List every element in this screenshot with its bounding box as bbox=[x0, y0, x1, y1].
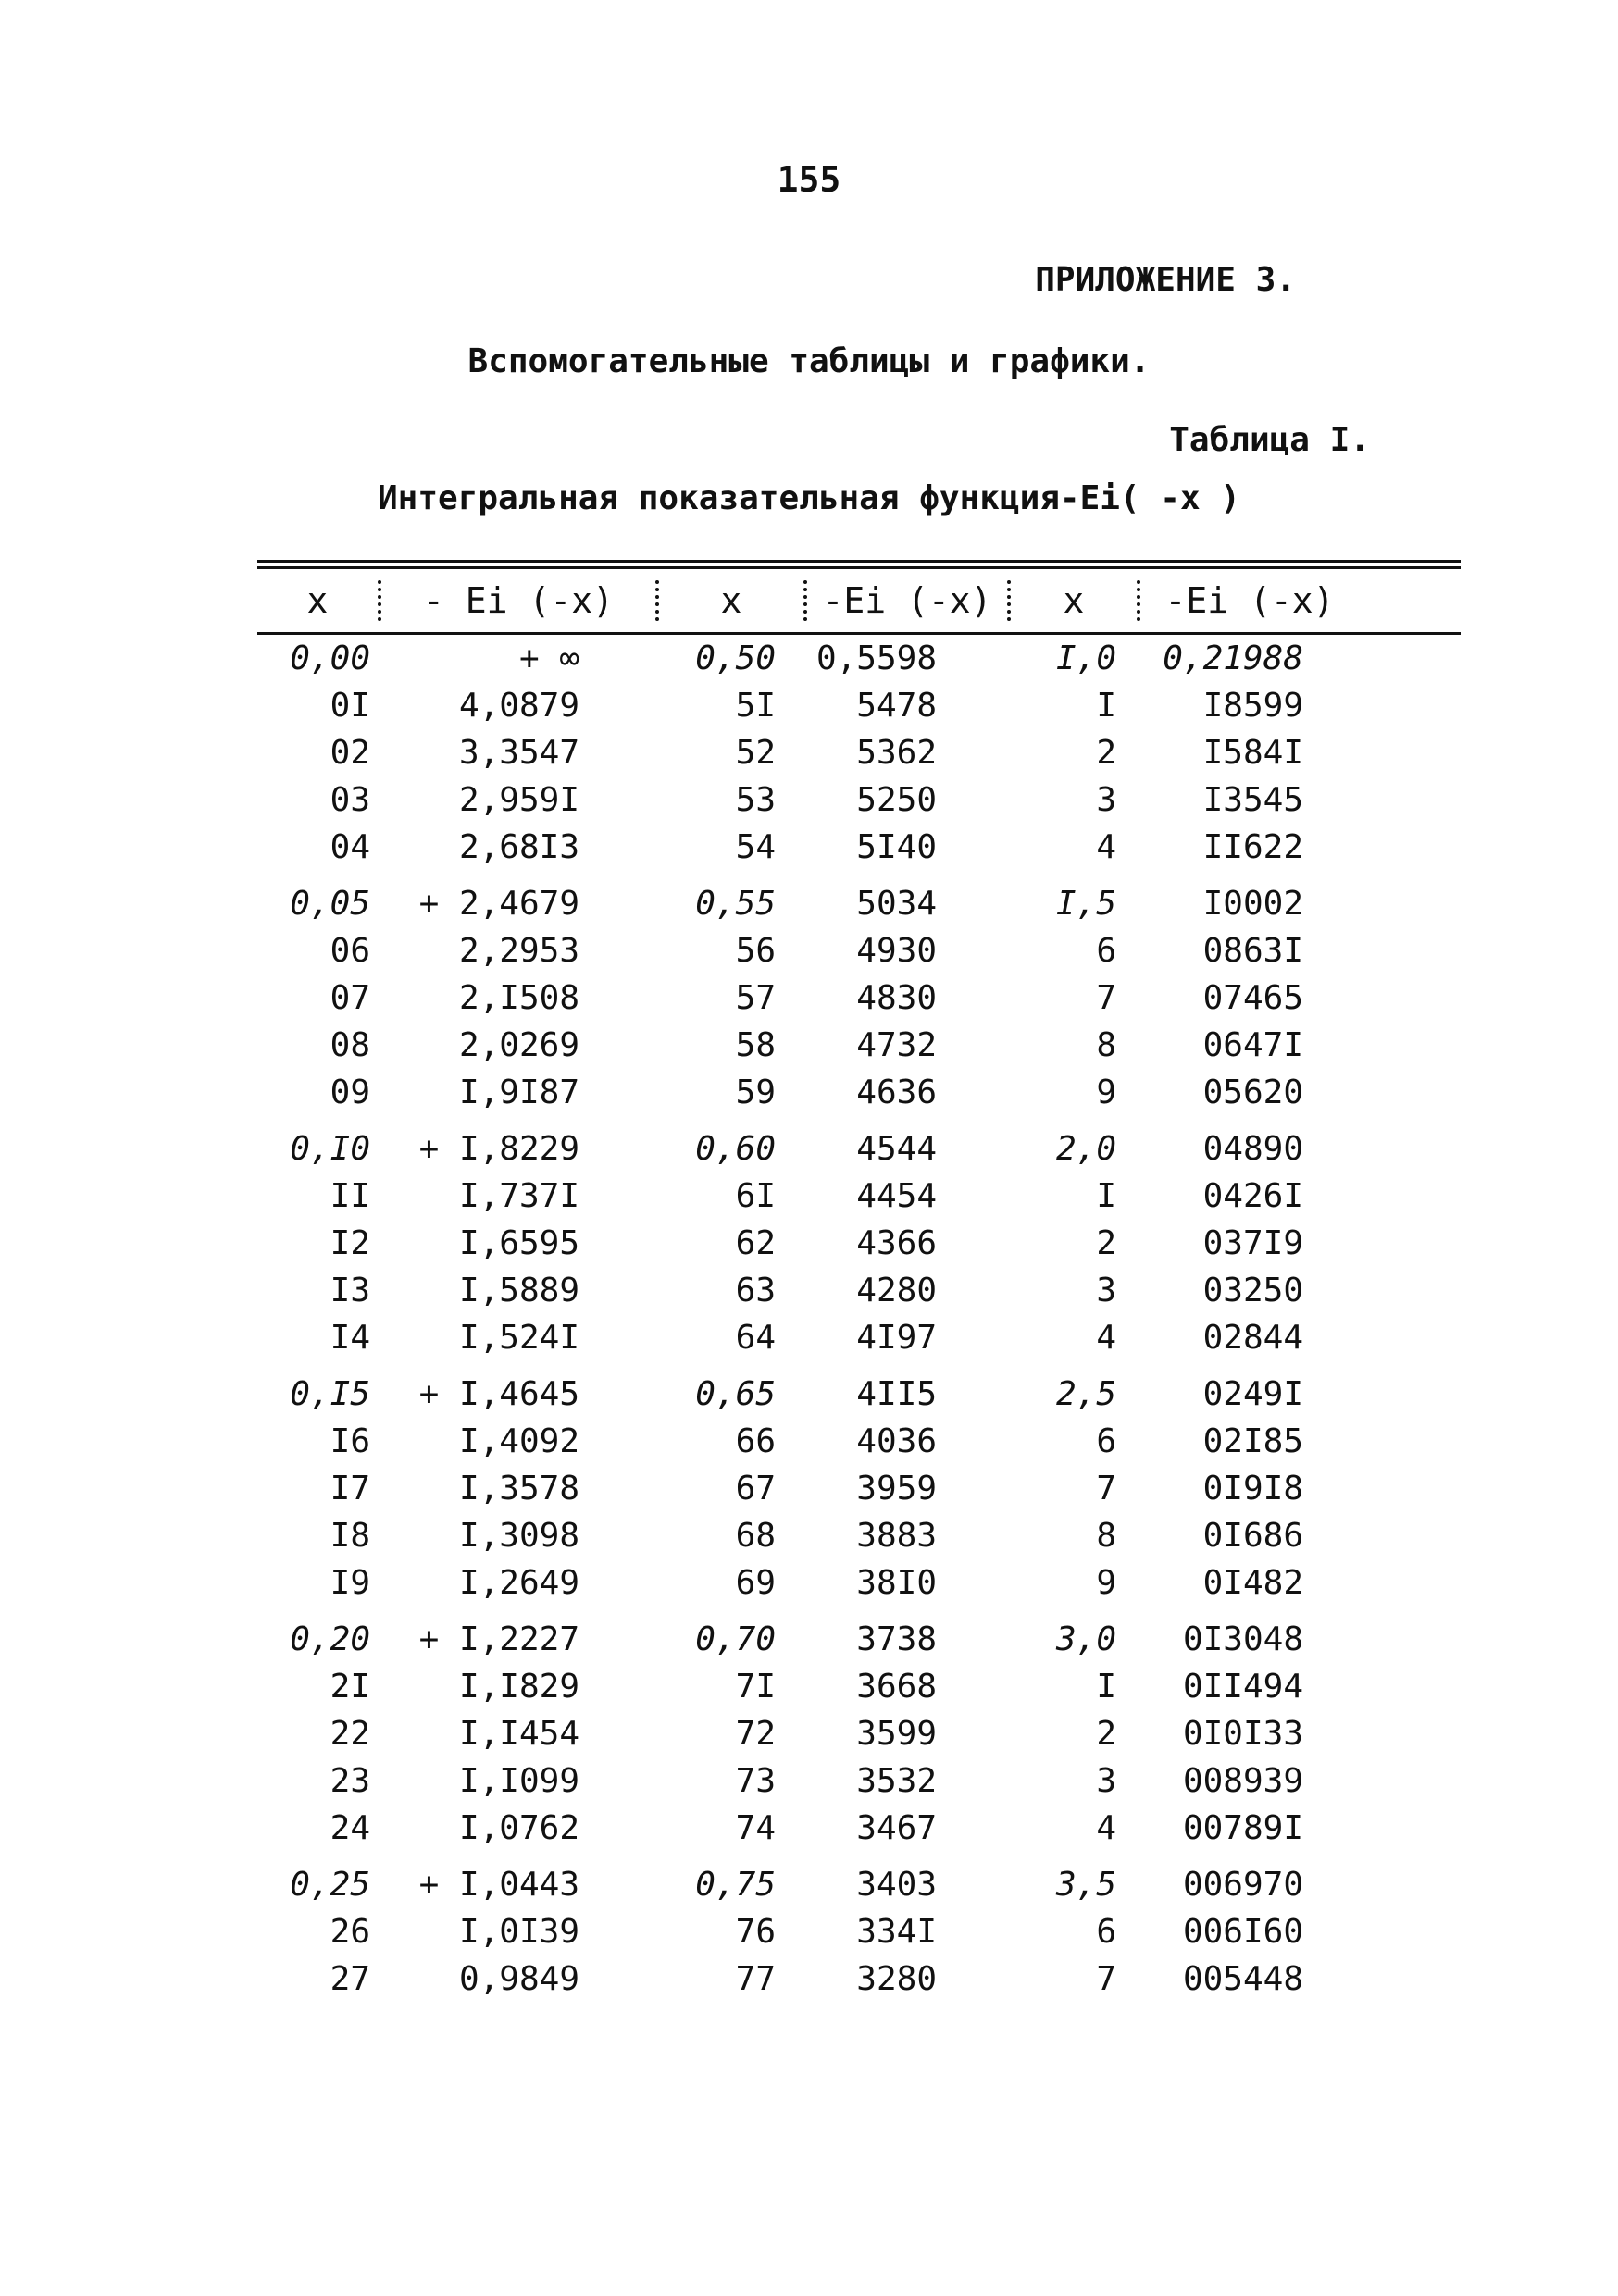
table-cell: I,737I bbox=[458, 1177, 579, 1215]
table-cell: 09 bbox=[330, 1074, 370, 1111]
table-cell: 06 bbox=[330, 932, 370, 970]
header-x-3: x bbox=[1007, 580, 1137, 621]
table-cell: 0,5598 bbox=[815, 639, 937, 677]
table-cell: 2 bbox=[1096, 734, 1116, 772]
table-cell: 2,I508 bbox=[458, 979, 579, 1017]
table-cell: 76 bbox=[735, 1913, 776, 1951]
table-cell: 5034 bbox=[856, 885, 937, 923]
table-row bbox=[257, 1125, 1461, 1173]
table-cell: 0249I bbox=[1202, 1375, 1303, 1413]
table-row bbox=[257, 1173, 1461, 1220]
table-cell: I bbox=[1096, 687, 1116, 725]
table-cell: 4 bbox=[1096, 1319, 1116, 1357]
table-cell: I584I bbox=[1202, 734, 1303, 772]
table-cell: 4II5 bbox=[856, 1375, 937, 1413]
table-title: Интегральная показательная функция-Ei( -x ) bbox=[378, 479, 1240, 517]
table-top-rule bbox=[257, 560, 1461, 563]
header-ei-3: -Ei (-x) bbox=[1137, 580, 1359, 621]
table-cell: 037I9 bbox=[1202, 1224, 1303, 1262]
table-cell: 0I0I33 bbox=[1182, 1715, 1303, 1753]
table-cell: 0I3048 bbox=[1182, 1620, 1303, 1658]
table-cell: I,0I39 bbox=[458, 1913, 579, 1951]
table-cell: 02 bbox=[330, 734, 370, 772]
table-row-group bbox=[257, 1861, 1461, 2003]
table-row bbox=[257, 880, 1461, 927]
table-row bbox=[257, 1559, 1461, 1607]
table-cell: 0,I5 bbox=[290, 1375, 370, 1413]
table-cell: 9 bbox=[1096, 1074, 1116, 1111]
table-cell: 07465 bbox=[1202, 979, 1303, 1017]
table-cell: 5250 bbox=[856, 781, 937, 819]
table-row bbox=[257, 1069, 1461, 1116]
table-row bbox=[257, 1710, 1461, 1757]
data-table bbox=[257, 560, 1461, 2003]
table-cell: 0I686 bbox=[1202, 1517, 1303, 1555]
header-x-2: x bbox=[655, 580, 803, 621]
table-cell: 4036 bbox=[856, 1422, 937, 1460]
table-cell: 0,25 bbox=[290, 1866, 370, 1904]
table-cell: 4280 bbox=[856, 1272, 937, 1309]
table-cell: 72 bbox=[735, 1715, 776, 1753]
table-cell: 3 bbox=[1096, 1272, 1116, 1309]
table-cell: 0I482 bbox=[1202, 1564, 1303, 1602]
table-cell: I bbox=[1096, 1668, 1116, 1706]
table-cell: 4930 bbox=[856, 932, 937, 970]
table-cell: 3959 bbox=[856, 1470, 937, 1508]
table-cell: 77 bbox=[735, 1960, 776, 1998]
table-cell: 3280 bbox=[856, 1960, 937, 1998]
table-cell: 22 bbox=[330, 1715, 370, 1753]
table-cell: 69 bbox=[735, 1564, 776, 1602]
table-cell: 08 bbox=[330, 1026, 370, 1064]
table-cell: + ∞ bbox=[518, 639, 579, 677]
table-cell: II622 bbox=[1202, 828, 1303, 866]
table-cell: 0426I bbox=[1202, 1177, 1303, 1215]
table-cell: 3,0 bbox=[1055, 1620, 1116, 1658]
table-row bbox=[257, 974, 1461, 1022]
table-cell: 4366 bbox=[856, 1224, 937, 1262]
table-row bbox=[257, 1267, 1461, 1314]
table-cell: 3738 bbox=[856, 1620, 937, 1658]
table-cell: 3 bbox=[1096, 781, 1116, 819]
table-cell: 0I9I8 bbox=[1202, 1470, 1303, 1508]
table-row-group bbox=[257, 1125, 1461, 1361]
section-subtitle: Вспомогательные таблицы и графики. bbox=[467, 342, 1151, 380]
table-cell: 0,60 bbox=[695, 1130, 776, 1168]
table-cell: I,2649 bbox=[458, 1564, 579, 1602]
header-ei-1: - Ei (-x) bbox=[378, 580, 655, 621]
table-cell: 3 bbox=[1096, 1762, 1116, 1800]
table-row-group bbox=[257, 635, 1461, 871]
table-cell: 2,68I3 bbox=[458, 828, 579, 866]
table-cell: 4 bbox=[1096, 1809, 1116, 1847]
table-cell: 3668 bbox=[856, 1668, 937, 1706]
table-cell: 5I40 bbox=[856, 828, 937, 866]
table-cell: 7 bbox=[1096, 1470, 1116, 1508]
table-row-group bbox=[257, 1616, 1461, 1852]
table-header-row bbox=[257, 569, 1461, 632]
table-cell: 8 bbox=[1096, 1517, 1116, 1555]
table-cell: 62 bbox=[735, 1224, 776, 1262]
table-cell: 54 bbox=[735, 828, 776, 866]
table-cell: + I,8229 bbox=[418, 1130, 579, 1168]
table-cell: I,3098 bbox=[458, 1517, 579, 1555]
table-cell: 04 bbox=[330, 828, 370, 866]
table-cell: 3599 bbox=[856, 1715, 937, 1753]
table-cell: 334I bbox=[856, 1913, 937, 1951]
table-cell: II bbox=[330, 1177, 370, 1215]
table-cell: 0,00 bbox=[290, 639, 370, 677]
table-cell: 57 bbox=[735, 979, 776, 1017]
table-cell: I,524I bbox=[458, 1319, 579, 1357]
table-cell: I2 bbox=[330, 1224, 370, 1262]
table-row bbox=[257, 729, 1461, 776]
table-cell: 2 bbox=[1096, 1715, 1116, 1753]
table-cell: I4 bbox=[330, 1319, 370, 1357]
table-cell: 0,75 bbox=[695, 1866, 776, 1904]
table-cell: 27 bbox=[330, 1960, 370, 1998]
table-cell: 5I bbox=[735, 687, 776, 725]
table-cell: 008939 bbox=[1182, 1762, 1303, 1800]
table-cell: 59 bbox=[735, 1074, 776, 1111]
table-row bbox=[257, 1805, 1461, 1852]
table-cell: 0,20 bbox=[290, 1620, 370, 1658]
table-cell: 24 bbox=[330, 1809, 370, 1847]
table-cell: 00789I bbox=[1182, 1809, 1303, 1847]
table-row bbox=[257, 1616, 1461, 1663]
table-cell: I,6595 bbox=[458, 1224, 579, 1262]
table-cell: 0,21988 bbox=[1163, 639, 1303, 677]
table-cell: 2,0269 bbox=[458, 1026, 579, 1064]
table-cell: 7 bbox=[1096, 979, 1116, 1017]
table-cell: 4732 bbox=[856, 1026, 937, 1064]
table-cell: 3,3547 bbox=[458, 734, 579, 772]
table-row bbox=[257, 1955, 1461, 2003]
table-cell: 4,0879 bbox=[458, 687, 579, 725]
table-row bbox=[257, 1371, 1461, 1418]
table-row bbox=[257, 1314, 1461, 1361]
table-cell: 68 bbox=[735, 1517, 776, 1555]
table-cell: 4544 bbox=[856, 1130, 937, 1168]
table-cell: 07 bbox=[330, 979, 370, 1017]
table-cell: 7I bbox=[735, 1668, 776, 1706]
header-ei-2: -Ei (-x) bbox=[803, 580, 1007, 621]
table-row bbox=[257, 1512, 1461, 1559]
table-cell: 3883 bbox=[856, 1517, 937, 1555]
table-row bbox=[257, 1861, 1461, 1908]
table-row bbox=[257, 635, 1461, 682]
table-row bbox=[257, 1465, 1461, 1512]
table-cell: I9 bbox=[330, 1564, 370, 1602]
table-cell: 56 bbox=[735, 932, 776, 970]
table-cell: I8 bbox=[330, 1517, 370, 1555]
table-cell: 6 bbox=[1096, 1422, 1116, 1460]
table-cell: 58 bbox=[735, 1026, 776, 1064]
table-cell: 0,9849 bbox=[458, 1960, 579, 1998]
table-row bbox=[257, 1220, 1461, 1267]
table-cell: I0002 bbox=[1202, 885, 1303, 923]
table-body bbox=[257, 635, 1461, 2003]
table-cell: I,3578 bbox=[458, 1470, 579, 1508]
table-cell: 4830 bbox=[856, 979, 937, 1017]
table-row bbox=[257, 1022, 1461, 1069]
table-cell: 8 bbox=[1096, 1026, 1116, 1064]
table-cell: 53 bbox=[735, 781, 776, 819]
table-cell: 4636 bbox=[856, 1074, 937, 1111]
table-cell: 4454 bbox=[856, 1177, 937, 1215]
table-cell: 9 bbox=[1096, 1564, 1116, 1602]
table-cell: 5362 bbox=[856, 734, 937, 772]
table-cell: I bbox=[1096, 1177, 1116, 1215]
table-row-group bbox=[257, 880, 1461, 1116]
table-cell: + 2,4679 bbox=[418, 885, 579, 923]
table-label: Таблица I. bbox=[1169, 421, 1370, 459]
header-x-1: x bbox=[306, 580, 329, 621]
table-cell: 2,959I bbox=[458, 781, 579, 819]
table-cell: 7 bbox=[1096, 1960, 1116, 1998]
table-cell: 4 bbox=[1096, 828, 1116, 866]
table-row bbox=[257, 1908, 1461, 1955]
table-cell: 2 bbox=[1096, 1224, 1116, 1262]
page-number: 155 bbox=[777, 159, 841, 200]
table-cell: 03 bbox=[330, 781, 370, 819]
table-cell: 0,05 bbox=[290, 885, 370, 923]
table-cell: 2,5 bbox=[1055, 1375, 1116, 1413]
table-cell: 0,I0 bbox=[290, 1130, 370, 1168]
table-row bbox=[257, 1418, 1461, 1465]
table-cell: I8599 bbox=[1202, 687, 1303, 725]
table-cell: 2,0 bbox=[1055, 1130, 1116, 1168]
table-cell: 6I bbox=[735, 1177, 776, 1215]
table-cell: 0863I bbox=[1202, 932, 1303, 970]
table-cell: I3 bbox=[330, 1272, 370, 1309]
table-row bbox=[257, 776, 1461, 824]
table-cell: 0I bbox=[330, 687, 370, 725]
table-cell: + I,4645 bbox=[418, 1375, 579, 1413]
table-cell: I,0 bbox=[1055, 639, 1116, 677]
table-cell: I3545 bbox=[1202, 781, 1303, 819]
table-cell: I,9I87 bbox=[458, 1074, 579, 1111]
table-cell: 26 bbox=[330, 1913, 370, 1951]
table-cell: + I,0443 bbox=[418, 1866, 579, 1904]
table-cell: 05620 bbox=[1202, 1074, 1303, 1111]
table-cell: I6 bbox=[330, 1422, 370, 1460]
appendix-heading: ПРИЛОЖЕНИЕ 3. bbox=[1035, 261, 1296, 299]
table-cell: 006970 bbox=[1182, 1866, 1303, 1904]
table-cell: I,5889 bbox=[458, 1272, 579, 1309]
table-cell: 74 bbox=[735, 1809, 776, 1847]
table-cell: 0II494 bbox=[1182, 1668, 1303, 1706]
table-cell: I,4092 bbox=[458, 1422, 579, 1460]
table-cell: I,I829 bbox=[458, 1668, 579, 1706]
table-cell: 3403 bbox=[856, 1866, 937, 1904]
table-cell: 005448 bbox=[1182, 1960, 1303, 1998]
table-cell: 04890 bbox=[1202, 1130, 1303, 1168]
table-cell: 0,55 bbox=[695, 885, 776, 923]
table-cell: 6 bbox=[1096, 932, 1116, 970]
table-cell: 03250 bbox=[1202, 1272, 1303, 1309]
table-cell: 3532 bbox=[856, 1762, 937, 1800]
table-row bbox=[257, 824, 1461, 871]
table-cell: 4I97 bbox=[856, 1319, 937, 1357]
table-cell: 52 bbox=[735, 734, 776, 772]
table-cell: I,I454 bbox=[458, 1715, 579, 1753]
table-cell: I,0762 bbox=[458, 1809, 579, 1847]
table-cell: 02844 bbox=[1202, 1319, 1303, 1357]
table-cell: 006I60 bbox=[1182, 1913, 1303, 1951]
table-cell: 6 bbox=[1096, 1913, 1116, 1951]
table-row bbox=[257, 682, 1461, 729]
table-cell: 23 bbox=[330, 1762, 370, 1800]
table-cell: 0,70 bbox=[695, 1620, 776, 1658]
table-cell: 3467 bbox=[856, 1809, 937, 1847]
table-cell: I,5 bbox=[1055, 885, 1116, 923]
table-cell: 38I0 bbox=[856, 1564, 937, 1602]
table-cell: + I,2227 bbox=[418, 1620, 579, 1658]
table-row bbox=[257, 1757, 1461, 1805]
table-cell: 0,65 bbox=[695, 1375, 776, 1413]
table-cell: 2I bbox=[330, 1668, 370, 1706]
table-cell: 66 bbox=[735, 1422, 776, 1460]
table-cell: I7 bbox=[330, 1470, 370, 1508]
table-cell: 63 bbox=[735, 1272, 776, 1309]
table-cell: I,I099 bbox=[458, 1762, 579, 1800]
table-cell: 73 bbox=[735, 1762, 776, 1800]
table-cell: 2,2953 bbox=[458, 932, 579, 970]
table-row bbox=[257, 927, 1461, 974]
table-cell: 3,5 bbox=[1055, 1866, 1116, 1904]
table-row-group bbox=[257, 1371, 1461, 1607]
table-cell: 0,50 bbox=[695, 639, 776, 677]
table-cell: 02I85 bbox=[1202, 1422, 1303, 1460]
table-row bbox=[257, 1663, 1461, 1710]
table-cell: 5478 bbox=[856, 687, 937, 725]
table-cell: 64 bbox=[735, 1319, 776, 1357]
table-cell: 0647I bbox=[1202, 1026, 1303, 1064]
table-cell: 67 bbox=[735, 1470, 776, 1508]
